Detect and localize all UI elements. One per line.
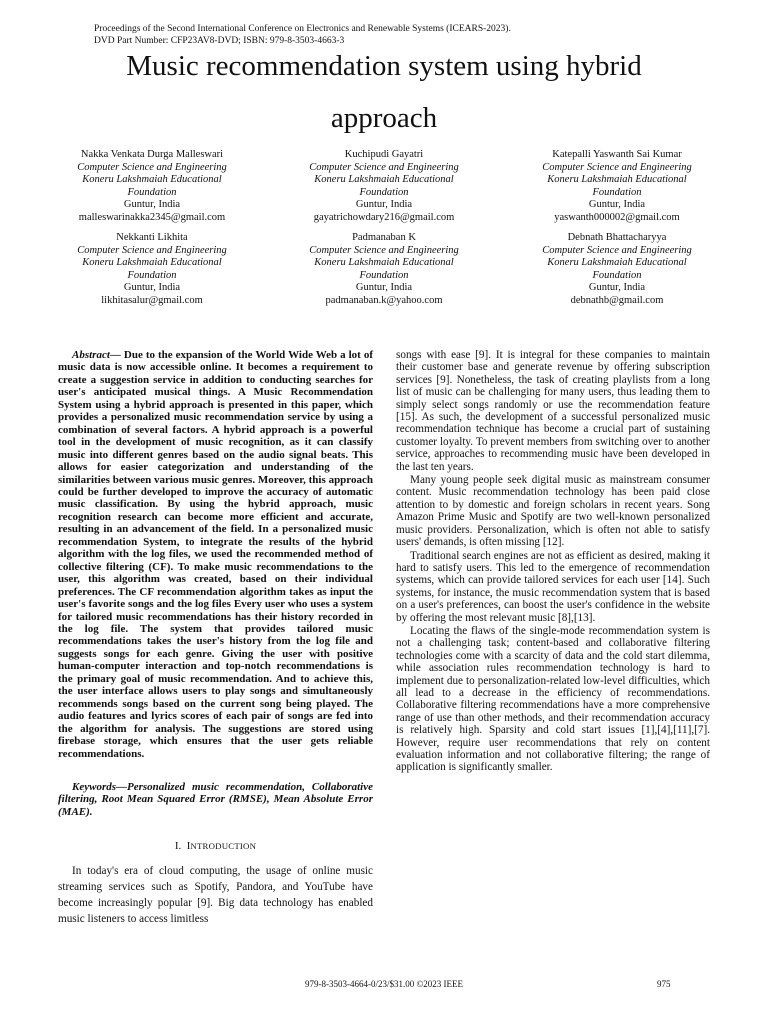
author-block <box>497 149 737 224</box>
title-line-1: Music recommendation system using hybrid <box>126 50 642 82</box>
author-block <box>32 232 272 307</box>
section-title-rest: NTRODUCTION <box>190 841 257 852</box>
author-city: Guntur, India <box>123 282 181 293</box>
abstract-text: Due to the expansion of the World Wide Web a lot of music data is now accessible online. It becomes a requirement to create a suggestion service in addition to conducting searches for user's anticipated musical things. A Music Recommendation System using a hybrid approach is presented in this paper, which provides a personalized music recommendation service by using a combination of several factors. A hybrid approach is a powerful tool in the development of music recognition, as it can classify music into different genres based on the audio signal beats. This allows for easier categorization and understanding of the similarities between various music genres. Moreover, this approach could be further developed to improve the accuracy of automatic music classification. By using the hybrid approach, music recognition research can become more efficient and accurate, resulting in an advancement of the field. In a personalized music recommendation System, to integrate the results of the hybrid algorithm with the log files, we used the recommended method of collective filtering (CF). To make music recommendations to the user, this algorithm was created, based on their individual preferences. The CF recommendation algorithm takes as input the user's favorite songs and the log files Every user who uses a system for tailored music recommendations has their history recorded in the log file. The system that provides tailored music recommendations takes the user's history from the log file and suggests songs for each genre. Giving the user with positive human-computer interaction and top-notch recommendations is the primary goal of music recommendation. And to achieve this, the user interface allows users to play songs and simultaneously recommends songs based on the current song being played. The audio features and lyrics scores of each pair of songs are fed into the algorithm for analysis. The suggestions are stored using firebase storage, which ensures that the user gets reliable recommendations. <box>58 349 374 760</box>
body-paragraph: Many young people seek digital music as mainstream consumer content. Music recommendation technology has been paid close attention to by domestic and foreign scholars in recent years. Song Amazon Prime Music and Spotify are two well-known personalized music providers. Personalization, which is often not able to satisfy users' demands, is often missing [12]. <box>396 474 710 549</box>
author-department: Computer Science and Engineering <box>77 244 227 256</box>
right-column <box>396 349 710 774</box>
author-name: Padmanaban K <box>352 232 416 243</box>
author-name: Nakka Venkata Durga Malleswari <box>80 149 224 160</box>
author-organization: Koneru Lakshmaiah Educational <box>314 257 454 268</box>
author-block <box>264 232 504 307</box>
author-block <box>497 232 737 307</box>
author-email: debnathb@gmail.com <box>570 294 664 306</box>
header-line-conference: Proceedings of the Second International Conference on Electronics and Renewable Systems (ICEARS-2023). <box>94 24 511 34</box>
author-organization-cont: Foundation <box>592 186 642 198</box>
author-organization: Koneru Lakshmaiah Educational <box>547 257 687 268</box>
author-organization-cont: Foundation <box>127 186 177 198</box>
author-name: Debnath Bhattacharyya <box>567 232 667 243</box>
author-organization-cont: Foundation <box>592 269 642 281</box>
author-organization-cont: Foundation <box>359 269 409 281</box>
paper-title <box>0 40 768 144</box>
section-first-letter: I <box>186 840 191 853</box>
keywords-paragraph: Keywords—Personalized music recommendation, Collaborative filtering, Root Mean Squared Error (RMSE), Mean Absolute Error (MAE). <box>58 780 373 818</box>
abstract-label: Abstract <box>72 349 110 361</box>
author-email: likhitasalur@gmail.com <box>101 294 203 306</box>
author-block <box>264 149 504 224</box>
author-organization: Koneru Lakshmaiah Educational <box>547 174 687 185</box>
body-paragraph: Locating the flaws of the single-mode recommendation system is not a challenging task; content-based and collaborative filtering technologies come with a scarcity of data and the cold start dilemma, while association rules recommendation technology is hard to implement due to personalization-related low-level difficulties, which all lead to a decrease in the efficiency of recommendations. Collaborative filtering recommendations have a more comprehensive range of use than other methods, and their recommendation accuracy is relatively high. Sparsity and cold start issues [1],[4],[11],[7]. However, require user recommendations that rely on content evaluation information and not collaborative filtering; the range of application is significantly smaller. <box>396 624 710 774</box>
author-organization-cont: Foundation <box>359 186 409 198</box>
body-paragraph: Traditional search engines are not as efficient as desired, making it hard to satisfy users. This led to the emergence of recommendation systems, which can provide tailored services for each user [14]. Such systems, for instance, the music recommendation system that is based on a user's preferences, can boost the user's confidence in the website by offering the most relevant music [8],[13]. <box>396 549 710 624</box>
author-email: gayatrichowdary216@gmail.com <box>313 211 455 223</box>
intro-paragraph: In today's era of cloud computing, the usage of online music streaming services such as Spotify, Pandora, and YouTube have become increasingly popular [9]. Big data technology has enabled music listeners to access limitless <box>58 864 373 926</box>
copyright-footer: 979-8-3503-4664-0/23/$31.00 ©2023 IEEE <box>304 979 464 989</box>
author-city: Guntur, India <box>123 199 181 210</box>
author-email: yaswanth000002@gmail.com <box>554 211 680 223</box>
author-name: Kuchipudi Gayatri <box>344 149 424 160</box>
page-number: 975 <box>657 979 671 989</box>
author-organization: Koneru Lakshmaiah Educational <box>82 174 222 185</box>
author-city: Guntur, India <box>588 282 646 293</box>
author-city: Guntur, India <box>355 199 413 210</box>
header-line-isbn: DVD Part Number: CFP23AV8-DVD; ISBN: 979-8-3503-4663-3 <box>94 35 345 46</box>
author-department: Computer Science and Engineering <box>309 244 459 256</box>
author-block <box>32 149 272 224</box>
author-organization: Koneru Lakshmaiah Educational <box>314 174 454 185</box>
body-paragraph: songs with ease [9]. It is integral for these companies to maintain their customer base and generate revenue by offering subscription services [9]. Nonetheless, the task of creating playlists from a long list of music can be challenging for many users, thus leading them to simply select songs randomly or use the recommendation feature [15]. As such, the development of a successful personalized music recommendation technique has become a crucial part of sustaining customer loyalty. To prevent members from switching over to another service, approaches to recommending music have been developed in the last ten years. <box>396 349 710 473</box>
section-number: I. <box>174 840 182 853</box>
author-organization-cont: Foundation <box>127 269 177 281</box>
author-name: Katepalli Yaswanth Sai Kumar <box>552 149 682 160</box>
title-line-2: approach <box>330 102 438 134</box>
abstract-paragraph <box>58 349 373 760</box>
section-heading-introduction <box>58 840 373 852</box>
author-department: Computer Science and Engineering <box>77 161 227 173</box>
abstract-dash: — <box>109 349 121 361</box>
author-city: Guntur, India <box>588 199 646 210</box>
author-city: Guntur, India <box>355 282 413 293</box>
author-department: Computer Science and Engineering <box>542 161 692 173</box>
author-department: Computer Science and Engineering <box>542 244 692 256</box>
author-department: Computer Science and Engineering <box>309 161 459 173</box>
author-email: malleswarinakka2345@gmail.com <box>78 211 226 223</box>
author-organization: Koneru Lakshmaiah Educational <box>82 257 222 268</box>
left-column <box>58 349 373 928</box>
author-name: Nekkanti Likhita <box>116 232 188 243</box>
author-email: padmanaban.k@yahoo.com <box>325 294 443 306</box>
